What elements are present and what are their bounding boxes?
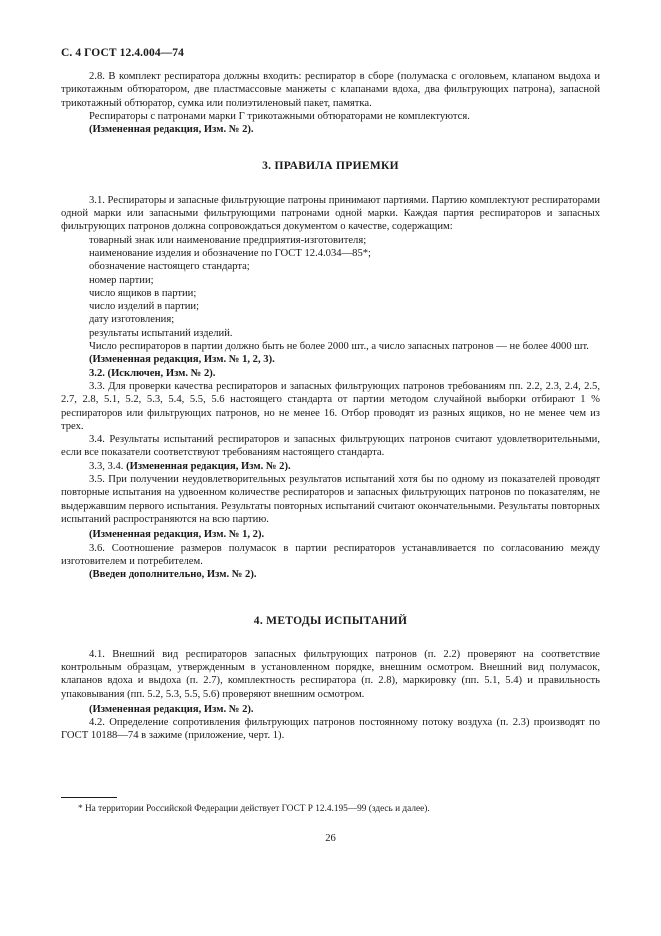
footnote-separator [61, 797, 117, 798]
page-number: 26 [325, 833, 336, 844]
list-item: товарный знак или наименование предприятия-изготовителя; [89, 234, 367, 246]
edit-note-text: (Измененная редакция, Изм. № 2). [126, 460, 291, 472]
paragraph-3-3: 3.3. Для проверки качества респираторов и запасных фильтрующих патронов требованиям пп. 2.2, 2.3, 2.4, 2.5, 2.7, 2.8, 5.1, 5.2, 5.3, 5.4, 5.5, 5.6 настоящего стандарта от партии методом случайной выборки отбирают 1 % респираторов или фильтрующих патронов, но не менее 16. Отбор проводят из разных ящиков, но не менее чем из трех. [61, 380, 600, 432]
paragraph-3-1-batch-size: Число респираторов в партии должно быть не более 2000 шт., а число запасных патронов — не более 4000 шт. [89, 341, 589, 353]
paragraph-3-4: 3.4. Результаты испытаний респираторов и запасных фильтрующих патронов считают удовлетворительными, если все показатели соответствуют требованиям настоящего стандарта. [61, 434, 600, 459]
edit-note-3-5: (Измененная редакция, Изм. № 1, 2). [89, 529, 265, 541]
paragraph-3-5: 3.5. При получении неудовлетворительных результатов испытаний хотя бы по одному из показателей проводят повторные испытания на удвоенном количестве респираторов и запасных фильтрующих патронов по показателям, не выдержавшим первого испытания. Результаты повторных испытаний считают окончательными. Результаты повторных испытаний распространяются на всю партию. [61, 474, 600, 525]
running-head: С. 4 ГОСТ 12.4.004—74 [61, 47, 184, 59]
edit-note-3-6: (Введен дополнительно, Изм. № 2). [89, 569, 257, 581]
quality-document-list [61, 234, 600, 340]
edit-note-3-3-3-4 [61, 460, 600, 473]
list-item: наименование изделия и обозначение по ГОСТ 12.4.034—85*; [89, 247, 371, 259]
paragraph-3-6: 3.6. Соотношение размеров полумасок в партии респираторов устанавливается по согласованию между изготовителем и потребителем. [61, 542, 600, 567]
edit-note-3-1: (Измененная редакция, Изм. № 1, 2, 3). [89, 354, 275, 366]
edit-note-2-8: (Измененная редакция, Изм. № 2). [89, 124, 254, 136]
footnote: * На территории Российской Федерации действует ГОСТ Р 12.4.195—99 (здесь и далее). [78, 804, 430, 814]
paragraph-4-2: 4.2. Определение сопротивления фильтрующих патронов постоянному потоку воздуха (п. 2.3) производят по ГОСТ 10188—74 в зажиме (приложение, черт. 1). [61, 717, 600, 742]
paragraph-3-1: 3.1. Респираторы и запасные фильтрующие патроны принимают партиями. Партию комплектуют респираторами одной марки или запасными фильтрующими патронами одной марки. Каждая партия респираторов и запасных фильтрующих патронов должна сопровождаться документом о качестве, содержащим: [61, 194, 600, 233]
paragraph-2-8-note: Респираторы с патронами марки Г трикотажными обтюраторами не комплектуются. [89, 110, 470, 122]
section-4-heading: 4. МЕТОДЫ ИСПЫТАНИЙ [253, 615, 408, 628]
section-3-heading: 3. ПРАВИЛА ПРИЕМКИ [262, 160, 399, 173]
edit-note-4-1: (Измененная редакция, Изм. № 2). [89, 703, 254, 715]
paragraph-2-8: 2.8. В комплект респиратора должны входить: респиратор в сборе (полумаска с оголовьем, клапаном выдоха и трикотажным обтюратором, две пластмассовые манжеты с клапанами вдоха, два фильтрующих патрона), запасной трикотажный обтюратор, сумка или полиэтиленовый пакет, памятка. [61, 71, 600, 109]
list-item: число ящиков в партии; [89, 287, 197, 299]
list-item: номер партии; [89, 274, 154, 286]
paragraph-4-1: 4.1. Внешний вид респираторов запасных фильтрующих патронов (п. 2.2) проверяют на соответствие контрольным образцам, утвержденным в установленном порядке, внешним осмотром. Внешний вид полумасок, клапанов вдоха и выдоха (п. 2.7), комплектность респиратора (п. 2.8), маркировку (пп. 5.1, 5.4) и правильность упаковывания (пп. 5.2, 5.3, 5.5, 5.6) проверяют внешним осмотром. [61, 648, 600, 700]
clause-numbers: 3.3, 3.4. [89, 460, 124, 472]
list-item: дату изготовления; [89, 314, 175, 326]
document-body [61, 70, 600, 743]
list-item: результаты испытаний изделий. [89, 327, 233, 339]
paragraph-3-2: 3.2. (Исключен, Изм. № 2). [89, 367, 216, 379]
list-item: число изделий в партии; [89, 301, 200, 313]
list-item: обозначение настоящего стандарта; [89, 261, 250, 273]
